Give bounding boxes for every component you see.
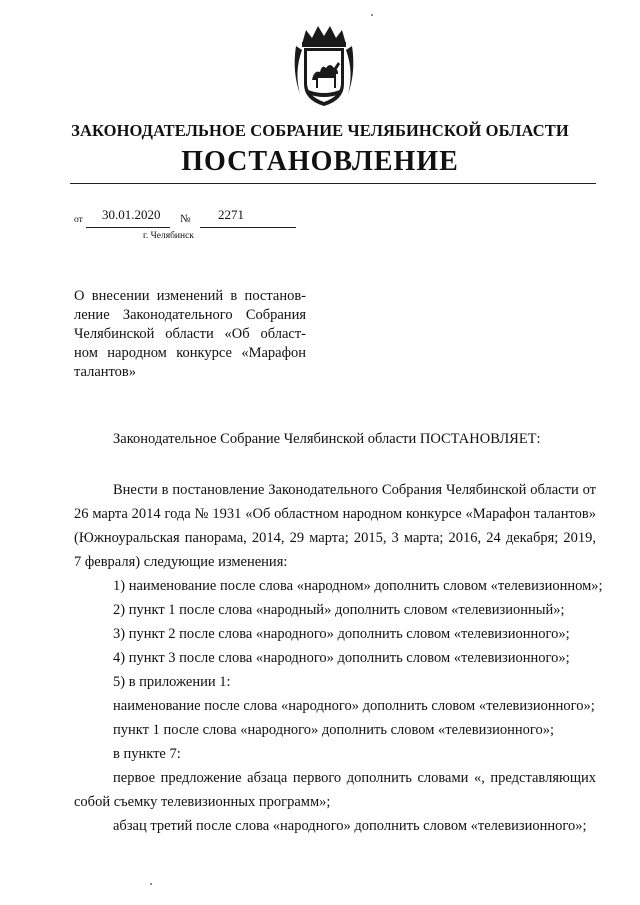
body-line: 3) пункт 2 после слова «народного» дополнить словом «телевизионного»; bbox=[113, 626, 570, 642]
subject-line: Челябинской области «Об област- bbox=[74, 326, 306, 342]
subject-line: ном народном конкурсе «Марафон bbox=[74, 345, 306, 361]
body-line: 2) пункт 1 после слова «народный» дополнить словом «телевизионный»; bbox=[113, 602, 565, 618]
number-underline bbox=[200, 227, 296, 228]
document-subject bbox=[74, 287, 306, 382]
body-line: (Южноуральская панорама, 2014, 29 марта; 2015, 3 марта; 2016, 24 декабря; 2019, bbox=[74, 530, 596, 546]
city-name: г. Челябинск bbox=[143, 231, 194, 241]
coat-of-arms-icon bbox=[292, 22, 356, 110]
header-divider bbox=[70, 183, 596, 184]
body-line: 7 февраля) следующие изменения: bbox=[74, 554, 288, 570]
preamble: Законодательное Собрание Челябинской области ПОСТАНОВЛЯЕТ: bbox=[113, 431, 541, 447]
subject-line: О внесении изменений в постанов- bbox=[74, 288, 306, 304]
document-number: 2271 bbox=[218, 207, 244, 222]
body-line: Внести в постановление Законодательного Собрания Челябинской области от bbox=[113, 482, 596, 498]
body-line: наименование после слова «народного» дополнить словом «телевизионного»; bbox=[113, 698, 595, 714]
date-underline bbox=[86, 227, 170, 228]
body-line: пункт 1 после слова «народного» дополнить словом «телевизионного»; bbox=[113, 722, 554, 738]
body-line: 1) наименование после слова «народном» дополнить словом «телевизионном»; bbox=[113, 578, 603, 594]
document-date: 30.01.2020 bbox=[102, 207, 161, 222]
scan-speck bbox=[371, 14, 373, 16]
scan-speck bbox=[150, 883, 152, 885]
organization-name: ЗАКОНОДАТЕЛЬНОЕ СОБРАНИЕ ЧЕЛЯБИНСКОЙ ОБЛАСТИ bbox=[71, 121, 569, 140]
document-type-title: ПОСТАНОВЛЕНИЕ bbox=[181, 146, 459, 177]
subject-line: талантов» bbox=[74, 364, 137, 380]
body-line: абзац третий после слова «народного» дополнить словом «телевизионного»; bbox=[113, 818, 587, 834]
body-line: 4) пункт 3 после слова «народного» дополнить словом «телевизионного»; bbox=[113, 650, 570, 666]
number-label: № bbox=[180, 213, 191, 225]
body-line: первое предложение абзаца первого дополнить словами «, представляющих bbox=[113, 770, 596, 786]
body-line: собой съемку телевизионных программ»; bbox=[74, 794, 331, 810]
body-line: 5) в приложении 1: bbox=[113, 674, 231, 690]
subject-line: ление Законодательного Собрания bbox=[74, 307, 306, 323]
body-line: 26 марта 2014 года № 1931 «Об областном народном конкурсе «Марафон талантов» bbox=[74, 506, 596, 522]
date-label: от bbox=[74, 215, 83, 225]
body-line: в пункте 7: bbox=[113, 746, 181, 762]
